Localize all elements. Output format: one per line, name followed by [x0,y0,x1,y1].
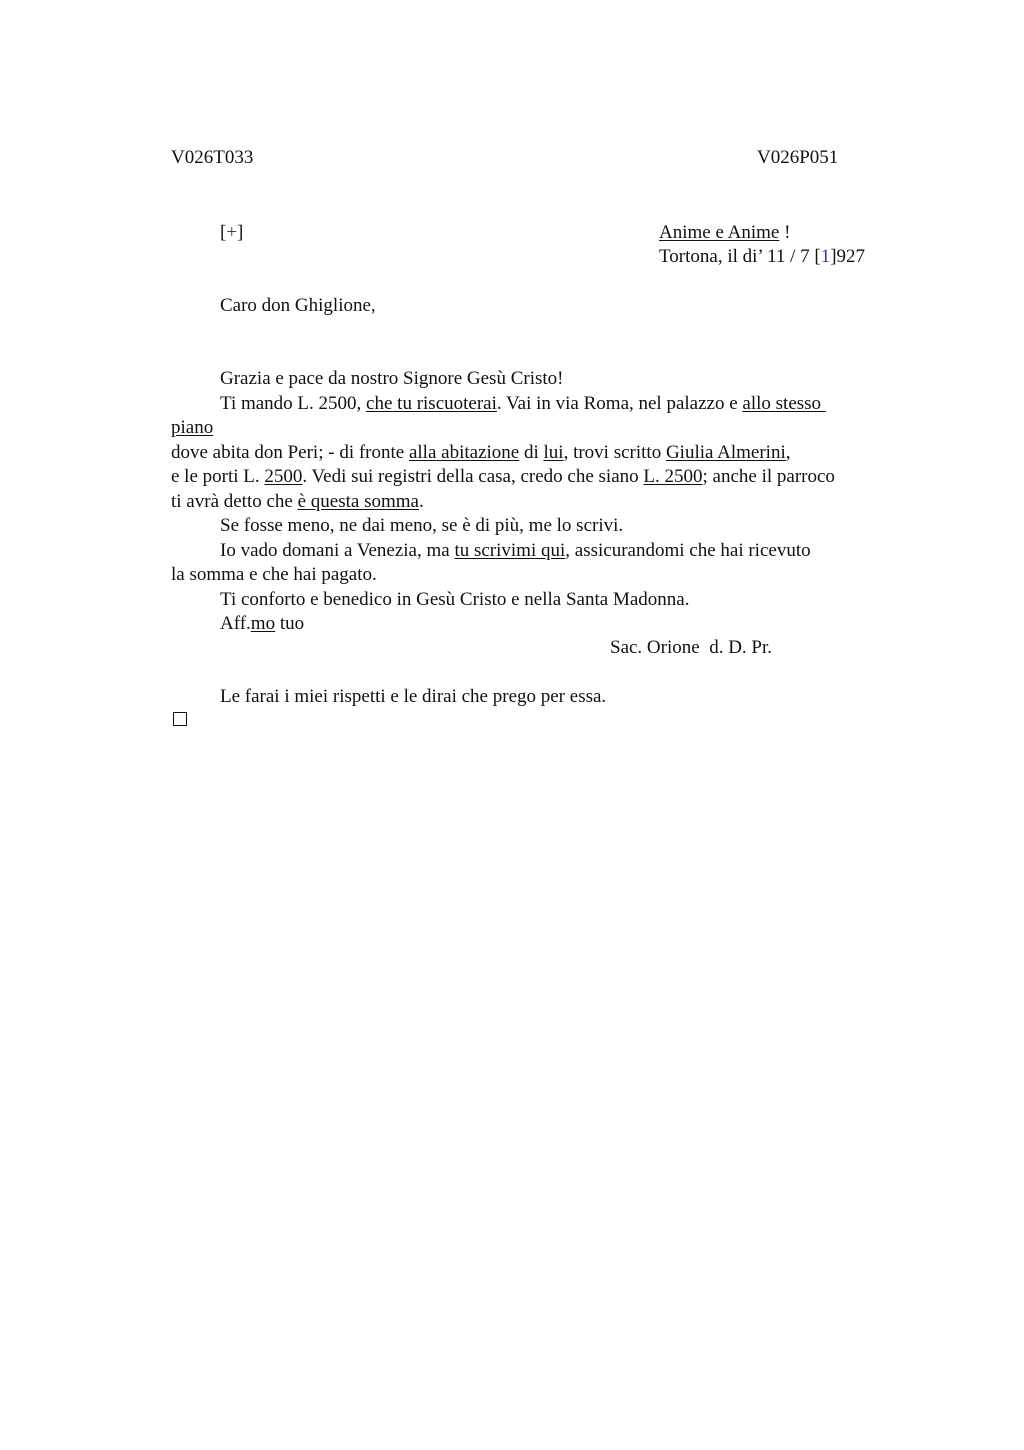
body-text: dove abita don Peri; - di fronte [171,441,409,463]
date-prefix: Tortona, il di’ 11 / 7 [ [659,246,821,267]
motto-tail: ! [779,222,791,243]
closing-line [171,612,911,637]
cross-open-bracket: [ [220,222,227,243]
body-text: Io vado domani a Venezia, ma [220,539,455,561]
body-text: Grazia e pace da nostro Signore Gesù Cristo! [220,368,564,389]
body-line [171,441,911,466]
cross-close-bracket: ] [237,222,244,243]
body-text: tuo [275,613,305,634]
date-line [659,245,865,270]
salutation: Caro don Ghiglione, [220,295,376,316]
body-text: . Vedi sui registri della casa, credo che siano [302,466,644,487]
motto-underlined: Anime e Anime [659,222,780,243]
body-line [171,367,911,392]
body-line [171,563,911,588]
body-text: e le porti L. [171,466,265,487]
body-text: Ti conforto e benedico in Gesù Cristo e nella Santa Madonna. [220,588,690,610]
end-box-icon [173,712,187,726]
underlined-text: lui [543,441,564,463]
body-line [171,514,911,539]
body-text: ; anche il parroco [702,466,835,487]
body-text: di [519,441,544,463]
underlined-text: mo [250,613,276,634]
underlined-text: L. 2500 [643,466,703,487]
body-text: . [418,490,424,512]
underlined-text: tu scrivimi qui [454,539,566,561]
signature: Sac. Orione d. D. Pr. [610,637,773,658]
body-text: Aff. [220,613,251,634]
body-line [171,465,911,490]
body-text: ti avrà detto che [171,490,298,512]
body-line [171,588,911,613]
document-code-right: V026P051 [757,147,839,168]
body-text: , trovi scritto [563,441,666,463]
body-text: , assicurandomi che hai ricevuto [565,539,811,561]
body-line [171,490,911,515]
body-line [171,392,911,417]
body-line [171,539,911,564]
body-text: Ti mando L. 2500, [220,392,367,414]
cross-mark [220,221,243,246]
underlined-text: che tu riscuoterai [366,392,497,414]
body-text: la somma e che hai pagato. [171,564,377,585]
postscript: Le farai i miei rispetti e le dirai che prego per essa. [220,686,607,707]
body-line [171,416,911,441]
body-text: , [785,441,791,463]
body-text: . Vai in via Roma, nel palazzo e [496,392,743,414]
date-suffix: ]927 [830,246,866,267]
underlined-text: è questa somma [297,490,419,512]
underlined-text: 2500 [264,466,303,487]
document-code-left: V026T033 [171,147,254,168]
date-bracket-digit: 1 [820,246,831,267]
underlined-text: alla abitazione [408,441,520,463]
underlined-text: piano [171,417,214,438]
body-text: Se fosse meno, ne dai meno, se è di più, me lo scrivi. [220,515,624,536]
underlined-text: allo stesso [742,392,826,414]
underlined-text: Giulia Almerini [665,441,786,463]
letter-body [171,367,911,637]
motto [659,221,790,246]
cross-icon: + [226,222,238,243]
